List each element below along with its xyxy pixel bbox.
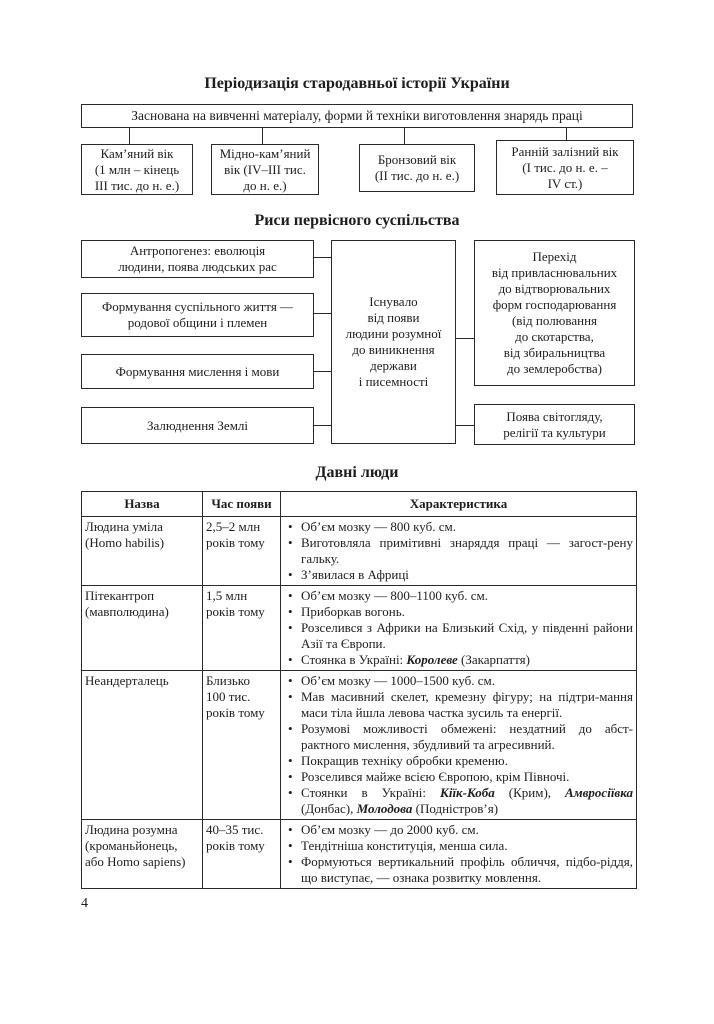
connector	[456, 338, 474, 339]
primitive-title: Риси первісного суспільства	[254, 212, 460, 229]
earth-settlement-box: Залюднення Землі	[81, 407, 314, 444]
economy-transition-box: Перехід від привласнювальних до відтворювальних форм господарювання (від полювання до скотарства, від збиральництва до землеробства)	[474, 240, 635, 386]
feature-item	[301, 652, 633, 668]
characteristics-cell	[281, 820, 637, 889]
period-box-bronze-age: Бронзовий вік (II тис. до н. е.)	[359, 144, 475, 192]
connector	[404, 128, 405, 145]
feature-item	[301, 785, 633, 817]
table-row	[82, 517, 637, 586]
connector	[314, 313, 331, 314]
connector	[262, 128, 263, 145]
social-life-box: Формування суспільного життя — родової общини і племен	[81, 293, 314, 337]
period-box-copper-stone-age: Мідно-кам’яний вік (IV–III тис. до н. е.)	[211, 144, 319, 195]
appearance-time: 2,5–2 млн років тому	[203, 517, 281, 586]
site-location: (Донбас),	[301, 801, 357, 816]
periodization-title: Періодизація стародавньої історії України	[204, 75, 510, 92]
site-name: Кіїк-Коба	[440, 785, 495, 800]
feature-item: • Формуються вертикальний профіль обличчя, підбо-ріддя, що виступає, — ознака розвитку мовлення.	[301, 854, 633, 886]
anthropogenesis-box: Антропогенез: еволюція людини, поява людських рас	[81, 240, 314, 278]
period-box-early-iron-age: Ранній залізний вік (I тис. до н. е. – IV ст.)	[496, 140, 634, 195]
appearance-time: Близько 100 тис. років тому	[203, 671, 281, 820]
feature-item: • Тендітніша конституція, менша сила.	[301, 838, 633, 854]
feature-item: • З’явилася в Африці	[301, 567, 633, 583]
worldview-box: Поява світогляду, релігії та культури	[474, 404, 635, 445]
connector	[314, 425, 331, 426]
column-header: Час появи	[203, 492, 281, 517]
sites-prefix: Стоянка в Україні:	[301, 652, 407, 667]
connector	[314, 371, 331, 372]
site-name: Молодова	[356, 801, 413, 816]
page-number: 4	[81, 896, 88, 911]
appearance-time: 40–35 тис. років тому	[203, 820, 281, 889]
feature-item: • Об’єм мозку — 800–1100 куб. см.	[301, 588, 633, 604]
feature-item: • Об’єм мозку — 1000–1500 куб. см.	[301, 673, 633, 689]
connector	[314, 257, 331, 258]
appearance-time: 1,5 млн років тому	[203, 586, 281, 671]
site-name: Амвросіївка	[565, 785, 633, 800]
ancient-title: Давні люди	[315, 464, 399, 481]
characteristics-cell	[281, 671, 637, 820]
species-name: Пітекантроп (мавполюдина)	[82, 586, 203, 671]
feature-item: • Розселився з Африки на Близький Схід, у південні райони Азії та Європи.	[301, 620, 633, 652]
species-name: Людина уміла (Homo habilis)	[82, 517, 203, 586]
column-header: Назва	[82, 492, 203, 517]
feature-item: • Розумові можливості обмежені: нездатний до абст-рактного мислення, збудливий та агресивний.	[301, 721, 633, 753]
table-row	[82, 820, 637, 889]
characteristics-cell	[281, 586, 637, 671]
feature-item: • Приборкав вогонь.	[301, 604, 633, 620]
site-location: (Крим),	[494, 785, 566, 800]
site-location: (Подністров’я)	[412, 801, 499, 816]
feature-item: • Об’єм мозку — 800 куб. см.	[301, 519, 633, 535]
site-name: Королеве	[406, 652, 458, 667]
table-row	[82, 671, 637, 820]
thinking-language-box: Формування мислення і мови	[81, 354, 314, 389]
column-header: Характеристика	[281, 492, 637, 517]
species-name: Людина розумна (кроманьйонець, або Homo sapiens)	[82, 820, 203, 889]
characteristics-cell	[281, 517, 637, 586]
periodization-basis-box: Заснована на вивченні матеріалу, форми й техніки виготовлення знарядь праці	[81, 104, 633, 128]
feature-item: • Об’єм мозку — до 2000 куб. см.	[301, 822, 633, 838]
table-row	[82, 586, 637, 671]
connector	[129, 128, 130, 145]
feature-item: • Мав масивний скелет, кремезну фігуру; на підтри-мання маси тіла йшла левова частка зусиль та енергії.	[301, 689, 633, 721]
species-name: Неандерталець	[82, 671, 203, 820]
ancient-people-table	[81, 491, 637, 889]
feature-item: • Покращив техніку обробки кременю.	[301, 753, 633, 769]
period-box-stone-age: Кам’яний вік (1 млн – кінець III тис. до н. е.)	[81, 144, 193, 195]
sites-prefix: Стоянки в Україні:	[301, 785, 441, 800]
existence-period-box: Існувало від появи людини розумної до виникнення держави і писемності	[331, 240, 456, 444]
table-header-row	[82, 492, 637, 517]
feature-item: • Виготовляла примітивні знаряддя праці — загост-рену гальку.	[301, 535, 633, 567]
feature-item: • Розселився майже всією Європою, крім Півночі.	[301, 769, 633, 785]
connector	[456, 425, 474, 426]
site-location: (Закарпаття)	[457, 652, 530, 667]
